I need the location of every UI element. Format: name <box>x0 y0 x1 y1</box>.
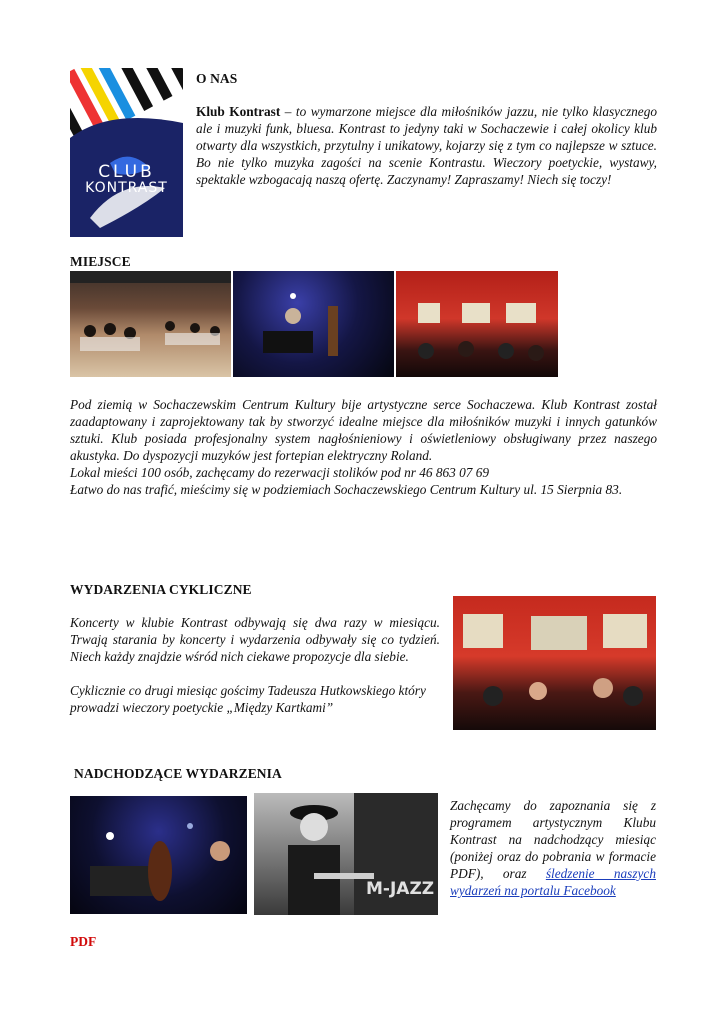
club-kontrast-logo <box>70 68 183 237</box>
venue-photo-hall <box>70 271 231 377</box>
cyclic-heading: WYDARZENIA CYKLICZNE <box>70 582 252 597</box>
upcoming-poster-trumpet <box>254 793 438 915</box>
about-intro: – to wymarzone miejsce dla miłośników jazzu, nie tylko klasycznego ale i muzyki funk, bluesa. Kontrast to jedyny taki w Sochaczewie i całej okolicy klub otwarty dla wszystkich, przytulny i unikatowy, kojarzy się z tym co najlepsze w sztuce. Bo nie tylko muzyka zagości na scenie Kontrastu. Wieczory poetyckie, wystawy, spektakle wzbogacają naszą ofertę. Zaczynamy! Zapraszamy! Niech się toczy! <box>196 104 657 187</box>
club-name: Klub Kontrast <box>196 104 281 119</box>
venue-address: Łatwo do nas trafić, mieścimy się w podziemiach Sochaczewskiego Centrum Kultury ul. 15 Sierpnia 83. <box>70 482 623 497</box>
cyclic-paragraph-1: Koncerty w klubie Kontrast odbywają się dwa razy w miesiącu. Trwają starania by koncerty i wydarzenia odbywały się co tydzień. Niech każdy znajdzie wśród nich ciekawe propozycje dla siebie. <box>70 615 440 664</box>
poster-text: M-JAZZ <box>366 879 435 899</box>
about-text <box>196 103 657 188</box>
cyclic-paragraph-2: Cyklicznie co drugi miesiąc gościmy Tadeusza Hutkowskiego który prowadzi wieczory poetyckie „Między Kartkami” <box>70 683 426 715</box>
upcoming-text <box>450 797 656 899</box>
upcoming-heading: NADCHODZĄCE WYDARZENIA <box>74 766 282 781</box>
cyclic-event-photo <box>453 596 656 730</box>
facebook-link[interactable]: śledzenie naszych wydarzeń na portalu Facebook <box>450 866 656 898</box>
about-heading: O NAS <box>196 71 238 86</box>
upcoming-text-body: Zachęcamy do zapoznania się z programem artystycznym Klubu Kontrast na nadchodzący miesiąc (poniżej oraz do pobrania w formacie PDF), oraz <box>450 798 656 881</box>
venue-photo-stage <box>233 271 394 377</box>
logo-line-kontrast: KONTRAST <box>85 180 168 196</box>
upcoming-photo-band <box>70 796 247 914</box>
logo-line-club: CLUB <box>98 162 155 182</box>
venue-capacity: Lokal mieści 100 osób, zachęcamy do rezerwacji stolików pod nr 46 863 07 69 <box>70 465 490 480</box>
venue-paragraph: Pod ziemią w Sochaczewskim Centrum Kultury bije artystyczne serce Sochaczewa. Klub Kontrast został zaadaptowany i zaprojektowany tak by stworzyć idealne miejsce dla miłośników muzyki i innych gatunków sztuki. Klub posiada profesjonalny system nagłośnieniowy i oświetleniowy obsługiwany przez naszego akustyka. Do dyspozycji muzyków jest fortepian elektryczny Roland. <box>70 397 657 463</box>
pdf-link[interactable]: PDF <box>70 934 97 949</box>
venue-photo-audience <box>396 271 558 377</box>
venue-heading: MIEJSCE <box>70 254 131 269</box>
